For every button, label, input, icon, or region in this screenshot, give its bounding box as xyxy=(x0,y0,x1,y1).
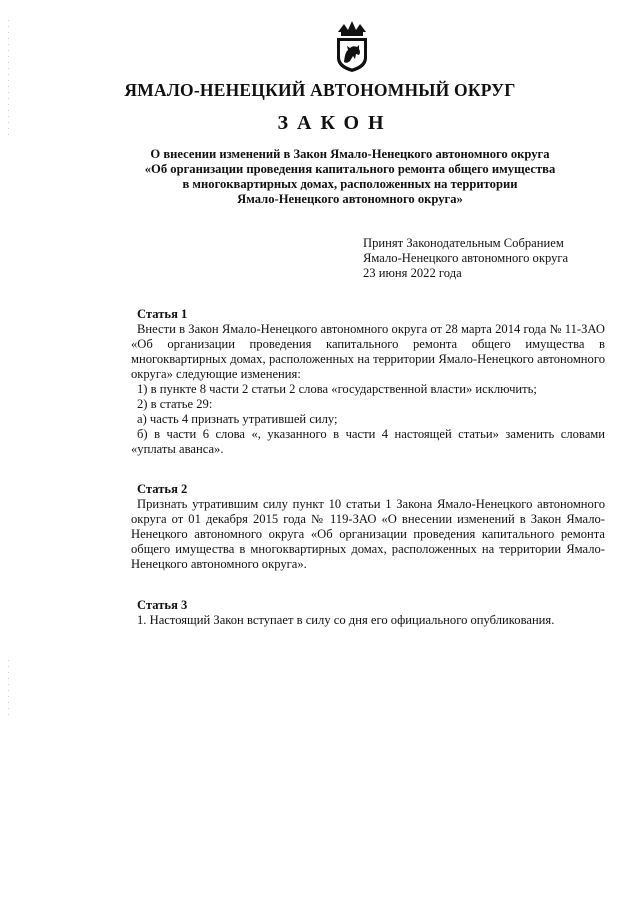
scan-margin-dots xyxy=(8,660,9,720)
article-paragraph: а) часть 4 признать утратившей силу; xyxy=(137,412,338,426)
article-paragraph: 2) в статье 29: xyxy=(137,397,213,411)
region-title: ЯМАЛО-НЕНЕЦКИЙ АВТОНОМНЫЙ ОКРУГ xyxy=(124,80,516,100)
article-3 xyxy=(131,598,605,628)
article-1 xyxy=(131,307,605,457)
document-type-title: ЗАКОН xyxy=(277,112,393,134)
article-paragraph: Внести в Закон Ямало-Ненецкого автономного округа от 28 марта 2014 года № 11-ЗАО «Об организации проведения капитального ремонта общего имущества в многоквартирных домах, расположенных на территории Ямало-Ненецкого автономного округа» следующие изменения: xyxy=(131,322,605,381)
subject-line: Ямало-Ненецкого автономного округа» xyxy=(237,192,463,206)
adoption-line: Ямало-Ненецкого автономного округа xyxy=(363,251,569,265)
subject-line: «Об организации проведения капитального ремонта общего имущества xyxy=(144,162,556,176)
subject-line: в многоквартирных домах, расположенных на территории xyxy=(182,177,518,191)
adoption-note xyxy=(363,236,568,281)
article-heading: Статья 2 xyxy=(137,482,188,496)
subject-line: О внесении изменений в Закон Ямало-Ненецкого автономного округа xyxy=(150,147,550,161)
law-subject xyxy=(70,147,630,207)
article-heading: Статья 1 xyxy=(137,307,188,321)
adoption-date: 23 июня 2022 года xyxy=(363,266,462,280)
article-paragraph: б) в части 6 слова «, указанного в части 4 настоящей статьи» заменить словами «уплаты аванса». xyxy=(131,427,605,456)
article-2 xyxy=(131,482,605,572)
coat-of-arms-icon xyxy=(332,18,372,74)
article-paragraph: 1) в пункте 8 части 2 статьи 2 слова «государственной власти» исключить; xyxy=(137,382,537,396)
scan-margin-dots xyxy=(8,20,9,140)
article-heading: Статья 3 xyxy=(137,598,188,612)
adoption-line: Принят Законодательным Собранием xyxy=(363,236,564,250)
article-paragraph: Признать утратившим силу пункт 10 статьи 1 Закона Ямало-Ненецкого автономного округа от 01 декабря 2015 года № 119-ЗАО «О внесении изменений в Закон Ямало-Ненецкого автономного округа «Об организации проведения капитального ремонта общего имущества в многоквартирных домах, расположенных на территории Ямало-Ненецкого автономного округа». xyxy=(131,497,605,571)
article-paragraph: 1. Настоящий Закон вступает в силу со дня его официального опубликования. xyxy=(137,613,555,627)
